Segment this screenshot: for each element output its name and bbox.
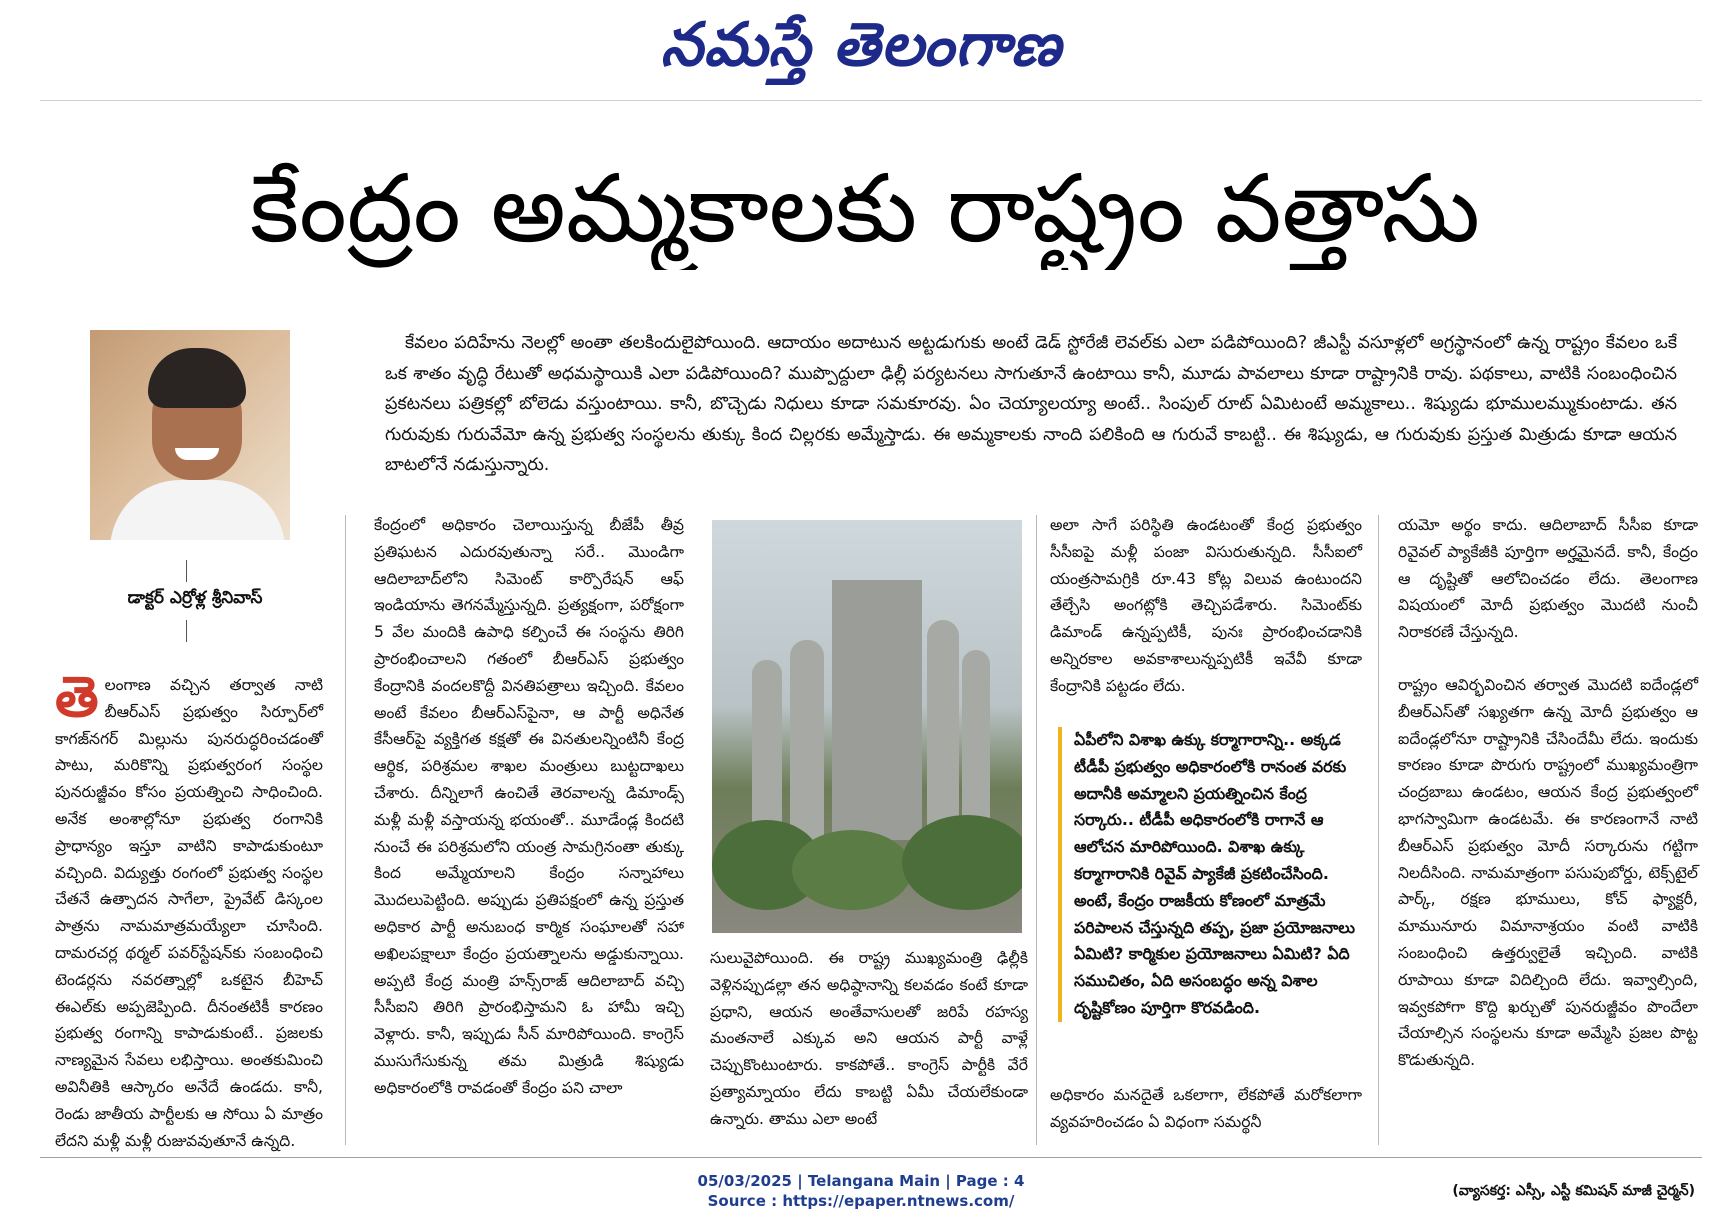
footer-source-link[interactable]: Source : https://epaper.ntnews.com/	[707, 1192, 1015, 1210]
byline-divider	[186, 560, 187, 582]
column-divider	[1036, 515, 1037, 1145]
column-5-para-1: యమో అర్థం కాదు. ఆదిలాబాద్ సీసీఐ కూడా రివైవల్ ప్యాకేజీకి పూర్తిగా అర్హమైనదే. కానీ, కేంద్రం ఆ దృష్టితో ఆలోచించడం లేదు. తెలంగాణ విషయంలో మోదీ ప్రభుత్వం మొదటి నుంచీ నిరాకరణే చేస్తున్నది.	[1398, 516, 1698, 642]
pull-quote: ఏపీలోని విశాఖ ఉక్కు కర్మాగారాన్ని.. అక్కడ టీడీపీ ప్రభుత్వం అధికారంలోకి రానంత వరకు అదానీకి అమ్మాలని ప్రయత్నించిన కేంద్ర సర్కారు.. టీడీపీ అధికారంలోకి రాగానే ఆ ఆలోచన మారిపోయింది. విశాఖ ఉక్కు కర్మాగారానికి రివైవ్ ప్యాకేజీ ప్రకటించేసింది. అంటే, కేంద్రం రాజకీయ కోణంలో మాత్రమే పరిపాలన చేస్తున్నది తప్ప, ప్రజా ప్రయోజనాలు ఏమిటి? కార్మికుల ప్రయోజనాలు ఏమిటి? ఏది సముచితం, ఏది అసంబద్ధం అన్న విశాల దృష్టికోణం పూర్తిగా కొరవడింది.	[1058, 727, 1369, 1022]
column-1-text: లంగాణ వచ్చిన తర్వాత నాటి బీఆర్‌ఎస్ ప్రభుత్వం సిర్పూర్‌లో కాగజ్‌నగర్ మిల్లును పునరుద్ధరించడంతో పాటు, మరికొన్ని ప్రభుత్వరంగ సంస్థల పునరుజ్జీవం కోసం ప్రయత్నించి సాధించింది. అనేక అంశాల్లోనూ ప్రభుత్వ రంగానికి ప్రాధాన్యం ఇస్తూ వాటిని కాపాడుకుంటూ వచ్చింది. విద్యుత్తు రంగంలో ప్రభుత్వ సంస్థల చేతనే ఉత్పాదన సాగేలా, ప్రైవేట్ డిస్కంల పాత్రను నామమాత్రమయ్యేలా చూసింది. దామరచర్ల థర్మల్ పవర్‌స్టేషన్‌కు సంబంధించి టెండర్లను నవరత్నాల్లో ఒకటైన బీహెచ్ ఈఎల్‌కు అప్పజెప్పింది. దీనంతటికీ కారణం ప్రభుత్వ రంగాన్ని కాపాడుకుంటే.. ప్రజలకు నాణ్యమైన సేవలు లభిస్తాయి. అంతకుమించి అవినీతికి ఆస్కారం అనేదే ఉండదు. కానీ, రెండు జాతీయ పార్టీలకు ఆ సోయి ఏ మాత్రం లేదని మళ్లీ మళ్లీ రుజువవుతూనే ఉన్నది.	[55, 676, 323, 1150]
article-column-1	[55, 665, 323, 1154]
column-divider	[345, 515, 346, 1145]
article-column-2: కేంద్రంలో అధికారం చెలాయిస్తున్న బీజేపీ తీవ్ర ప్రతిఘటన ఎదురవుతున్నా సరే.. మొండిగా ఆదిలాబాద్‌లోని సిమెంట్ కార్పొరేషన్ ఆఫ్ ఇండియాను తెగనమ్మేస్తున్నది. ప్రత్యక్షంగా, పరోక్షంగా 5 వేల మందికి ఉపాధి కల్పించే ఈ సంస్థను తిరిగి ప్రారంభించాలని గతంలో బీఆర్‌ఎస్ ప్రభుత్వం కేంద్రానికి వందలకొద్దీ వినతిపత్రాలు ఇచ్చింది. కేవలం అంటే కేవలం బీఆర్‌ఎస్‌పైనా, ఆ పార్టీ అధినేత కేసీఆర్‌పై వ్యక్తిగత కక్షతో ఈ వినతులన్నింటినీ కేంద్ర ఆర్థిక, పరిశ్రమల శాఖల మంత్రులు బుట్టదాఖలు చేశారు. దీన్నిలాగే ఉంచితే తెరవాలన్న డిమాండ్స్ మళ్లీ మళ్లీ వస్తాయన్న భయంతో.. మూడేండ్ల కిందటి నుంచే ఈ పరిశ్రమలోని యంత్ర సామగ్రినంతా తుక్కు కింద అమ్మేయాలని కేంద్రం సన్నాహాలు మొదలుపెట్టింది. అప్పుడు ప్రతిపక్షంలో ఉన్న ప్రస్తుత అధికార పార్టీ అనుబంధ కార్మిక సంఘాలతో సహా అఖిలపక్షాలూ కేంద్రం ప్రయత్నాలను అడ్డుకున్నాయి. అప్పటి కేంద్ర మంత్రి హన్స్‌రాజ్ ఆదిలాబాద్ వచ్చి సీసీఐని తిరిగి ప్రారంభిస్తామని ఓ హామీ ఇచ్చి వెళ్లారు. కానీ, ఇప్పుడు సీన్ మారిపోయింది. కాంగ్రెస్ ముసుగేసుకున్న తమ మిత్రుడి శిష్యుడు అధికారంలోకి రావడంతో కేంద్రం పని చాలా	[374, 516, 684, 1097]
article-column-4: అలా సాగే పరిస్థితి ఉండటంతో కేంద్ర ప్రభుత్వం సీసీఐపై మళ్లీ పంజా విసురుతున్నది. సీసీఐలో యంత్రసామగ్రికి రూ.43 కోట్ల విలువ ఉంటుందని తేల్చేసి అంగట్లోకి తెచ్చిపడేశారు. సిమెంట్‌కు డిమాండ్ ఉన్నప్పటికీ, పునః ప్రారంభించడానికి అన్నిరకాల అవకాశాలున్నప్పటికీ ఇవేవీ కూడా కేంద్రానికి పట్టడం లేదు.	[1050, 516, 1362, 695]
author-footnote: (వ్యాసకర్త: ఎస్సీ, ఎస్టీ కమిషన్ మాజీ చైర్మన్)	[1452, 1183, 1695, 1199]
footer-edition: 05/03/2025 | Telangana Main | Page : 4	[697, 1172, 1025, 1190]
drop-cap: తె	[55, 665, 99, 730]
author-byline: డాక్టర్ ఎర్రోళ్ల శ్రీనివాస్	[127, 588, 263, 608]
column-5-para-2: రాష్ట్రం ఆవిర్భవించిన తర్వాత మొదటి ఐదేండ్లలో బీఆర్‌ఎస్‌తో సఖ్యతగా ఉన్న మోదీ ప్రభుత్వం ఆ ఐదేండ్లలోనూ రాష్ట్రానికి చేసిందేమీ లేదు. ఇందుకు కారణం కూడా పొరుగు రాష్ట్రంలో ముఖ్యమంత్రిగా చంద్రబాబు ఉండటం, ఆయన కేంద్ర ప్రభుత్వంలో భాగస్వామిగా ఉండటమే. ఈ కారణంగానే నాటి బీఆర్‌ఎస్ ప్రభుత్వం మోదీ సర్కారును గట్టిగా నిలదీసింది. నామమాత్రంగా పసుపుబోర్డు, టెక్స్‌టైల్ పార్క్, రక్షణ భూములు, కోచ్ ఫ్యాక్టరీ, మామునూరు విమానాశ్రయం వంటి వాటికి సంబంధించి ఉత్తర్వులైతే ఇచ్చింది. వాటికి రూపాయి కూడా విదిల్చింది లేదు. ఇవ్వాల్సింది, ఇవ్వకపోగా కొద్ది ఖర్చుతో పునరుజ్జీవం పొందేలా చేయాల్సిన సంస్థలను కూడా అమ్మేసి ప్రజల పొట్ట కొడుతున్నది.	[1398, 675, 1698, 1070]
article-intro: కేవలం పదిహేను నెలల్లో అంతా తలకిందులైపోయింది. ఆదాయం అదాటున అట్టడుగుకు అంటే డెడ్ స్టోరేజీ లెవల్‌కు ఎలా పడిపోయింది? జీఎస్టీ వసూళ్లలో అగ్రస్థానంలో ఉన్న రాష్ట్రం కేవలం ఒకే ఒక శాతం వృద్ధి రేటుతో అధమస్థాయికి ఎలా పడిపోయింది? ముప్పొద్దులా ఢిల్లీ పర్యటనలు సాగుతూనే ఉంటాయి కానీ, మూడు పావలాలు కూడా రాష్ట్రానికి రావు. పథకాలు, వాటికి సంబంధించిన ప్రకటనలు పత్రికల్లో బోలెడు వస్తుంటాయి. కానీ, బొచ్చెడు నిధులు కూడా సమకూరవు. ఏం చెయ్యాలయ్యా అంటే.. సింపుల్ రూట్ ఏమిటంటే అమ్మకాలు.. శిష్యుడు భూములమ్ముకుంటాడు. తన గురువుకు గురువేమో ఉన్న ప్రభుత్వ సంస్థలను తుక్కు కింద చిల్లరకు అమ్మేస్తాడు. ఈ అమ్మకాలకు నాంది పలికింది ఆ గురువే కాబట్టి.. ఈ శిష్యుడు, ఆ గురువుకు ప్రస్తుత మిత్రుడు కూడా ఆయన బాటలోనే నడుస్తున్నారు.	[385, 333, 1677, 475]
article-headline: కేంద్రం అమ్మకాలకు రాష్ట్రం వత్తాసు	[250, 155, 1480, 264]
footer-divider	[40, 1157, 1702, 1158]
author-photo	[90, 330, 290, 540]
byline-divider	[186, 620, 187, 642]
article-column-5	[1398, 512, 1698, 1074]
article-column-4-end: అధికారం మనదైతే ఒకలాగా, లేకపోతే మరోకలాగా వ్యవహరించడం ఏ విధంగా సమర్థనీ	[1050, 1086, 1362, 1131]
cement-factory-photo	[712, 520, 1022, 933]
article-column-3: సులువైపోయింది. ఈ రాష్ట్ర ముఖ్యమంత్రి ఢిల్లీకి వెళ్లినప్పుడల్లా తన అధిష్ఠానాన్ని కలవడం కంటే కూడా ప్రధాని, ఆయన అంతేవాసులతో జరిపే రహస్య మంతనాలే ఎక్కువ అని ఆయన పార్టీ వాళ్లే చెప్పుకొంటుంటారు. కాకపోతే.. కాంగ్రెస్ పార్టీకి వేరే ప్రత్యామ్నాయం లేదు కాబట్టి ఏమీ చేయలేకుండా ఉన్నారు. తాము ఎలా అంటే	[710, 949, 1028, 1128]
masthead-logo: నమస్తే తెలంగాణ	[660, 10, 1062, 80]
masthead-divider	[40, 100, 1702, 101]
column-divider	[1378, 515, 1379, 1145]
